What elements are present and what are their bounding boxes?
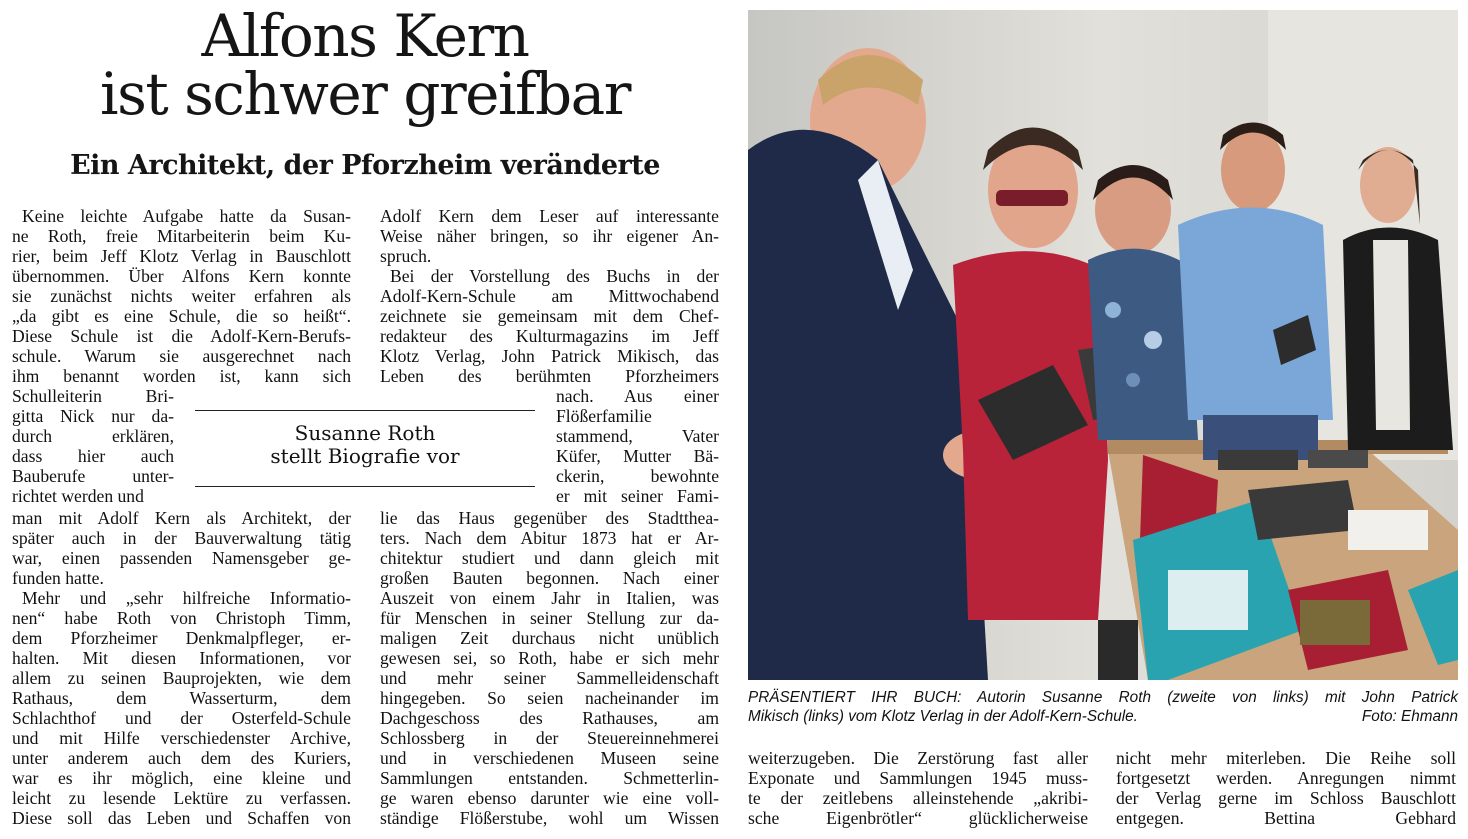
photo-credit: Foto: Ehmann [1361,708,1458,725]
text-line: später auch in der Bauverwaltung tätig [12,528,351,548]
text-line: ters. Nach dem Abitur 1873 hat er Ar- [380,528,719,548]
text-line: Schulleiterin Bri- [12,386,174,406]
text-line: Schlachthof und der Osterfeld-Schule [12,708,351,728]
text-line: Küfer, Mutter Bä- [556,446,719,466]
text-line: nicht mehr miterleben. Die Reihe soll [1116,748,1456,768]
column-2-top [380,206,719,386]
text-line: te der zeitlebens alleinstehende „akribi- [748,788,1088,808]
text-line: rier, beim Jeff Klotz Verlag in Bauschlott [12,246,351,266]
text-line: Adolf-Kern-Schule am Mittwochabend [380,286,719,306]
text-line: spruch. [380,246,432,266]
column-2-narrow [556,386,719,506]
text-line: ne Roth, freie Mitarbeiterin beim Ku- [12,226,351,246]
text-line: weiterzugeben. Die Zerstörung fast aller [748,748,1088,768]
text-line: nen“ habe Roth von Christoph Timm, [12,608,351,628]
text-line: für Menschen in seiner Stellung zur da- [380,608,719,628]
text-line: fortgesetzt werden. Anregungen nimmt [1116,768,1456,788]
column-1-bottom [12,508,351,828]
headline-line-1: Alfons Kern [201,2,529,70]
text-line: und in verschiedenen Museen seine [380,748,719,768]
headline-line-2: ist schwer greifbar [100,60,630,128]
text-line: sie zunächst nichts weiter erfahren als [12,286,351,306]
pullquote-rule-top [195,410,535,411]
column-1-top [12,206,351,386]
text-line: Bei der Vorstellung des Buchs in der [390,266,719,286]
text-line: funden hatte. [12,568,104,588]
text-line: durch erklären, [12,426,174,446]
text-line: ckerin, bewohnte [556,466,719,486]
text-line: war es ihr möglich, eine kleine und [12,768,351,788]
text-line: unter anderem auch dem des Kuriers, [12,748,351,768]
subheadline-block [10,150,720,182]
photo-caption [748,688,1458,726]
text-line: redakteur des Kulturmagazins im Jeff [380,326,719,346]
text-line: Exponate und Sammlungen 1945 muss- [748,768,1088,788]
text-line: Dachgeschoss des Rathauses, am [380,708,719,728]
text-line: Keine leichte Aufgabe hatte da Susan- [22,206,351,226]
text-line: entgegen. Bettina Gebhard [1116,808,1456,828]
pullquote-rule-bottom [195,486,535,487]
text-line: sche Eigenbrötler“ glücklicherweise [748,808,1088,828]
text-line: Sammlungen entstanden. Schmetterlin- [380,768,719,788]
text-line: Diese Schule ist die Adolf-Kern-Berufs- [12,326,351,346]
text-line: hingegeben. So seien nacheinander im [380,688,719,708]
text-line: und mit Hilfe verschiedenster Archive, [12,728,351,748]
column-2-bottom [380,508,719,828]
text-line: Diese soll das Leben und Schaffen von [12,808,351,828]
column-3 [748,748,1088,828]
pullquote-line-1: Susanne Roth [294,421,436,445]
article-photo [748,10,1458,680]
caption-text: Mikisch (links) vom Klotz Verlag in der Adolf-Kern-Schule. [748,708,1138,725]
text-line: Adolf Kern dem Leser auf interessante [380,206,719,226]
photo-illustration [748,10,1458,680]
text-line: zeichnete sie gemeinsam mit dem Chef- [380,306,719,326]
caption-line-1: PRÄSENTIERT IHR BUCH: Autorin Susanne Roth (zweite von links) mit John Patrick [748,689,1458,706]
headline [10,2,720,128]
text-line: gitta Nick nur da- [12,406,174,426]
text-line: man mit Adolf Kern als Architekt, der [12,508,351,528]
text-line: gewesen sei, so Roth, habe er sich mehr [380,648,719,668]
text-line: und mehr seiner Sammelleidenschaft [380,668,719,688]
text-line: Schlossberg in der Steuereinnehmerei [380,728,719,748]
column-4 [1116,748,1456,828]
pullquote [195,422,535,468]
text-line: er mit seiner Fami- [556,486,719,506]
text-line: dem Pforzheimer Denkmalpfleger, er- [12,628,351,648]
text-line: maligen Zeit durchaus nicht unüblich [380,628,719,648]
text-line: Klotz Verlag, John Patrick Mikisch, das [380,346,719,366]
text-line: war, einen passenden Namensgeber ge- [12,548,351,568]
text-line: richtet werden und [12,486,144,506]
subheadline: Ein Architekt, der Pforzheim veränderte [70,150,660,181]
text-line: schule. Warum sie ausgerechnet nach [12,346,351,366]
text-line: halten. Mit diesen Informationen, vor [12,648,351,668]
text-line: stammend, Vater [556,426,719,446]
text-line: lie das Haus gegenüber des Stadtthea- [380,508,719,528]
column-1-narrow [12,386,174,506]
pullquote-line-2: stellt Biografie vor [270,444,460,468]
text-line: dass hier auch [12,446,174,466]
text-line: „da gibt es eine Schule, die so heißt“. [12,306,351,326]
text-line: leicht zu lesende Lektüre zu verfassen. [12,788,351,808]
text-line: Rathaus, dem Wasserturm, dem [12,688,351,708]
text-line: nach. Aus einer [556,386,719,406]
text-line: ständige Flößerstube, wohl um Wissen [380,808,719,828]
text-line: allem zu seinen Bauprojekten, wie dem [12,668,351,688]
text-line: großen Bauten begonnen. Nach einer [380,568,719,588]
text-line: Mehr und „sehr hilfreiche Informatio- [22,588,351,608]
caption-line-2 [748,707,1458,726]
text-line: Bauberufe unter- [12,466,174,486]
text-line: chitektur studiert und dann gleich mit [380,548,719,568]
text-line: Weise näher bringen, so ihr eigener An- [380,226,719,246]
text-line: ihm benannt worden ist, kann sich [12,366,351,386]
text-line: Auszeit von einem Jahr in Italien, was [380,588,719,608]
text-line: Leben des berühmten Pforzheimers [380,366,719,386]
text-line: Flößerfamilie [556,406,652,426]
text-line: ge waren ebenso darunter wie eine voll- [380,788,719,808]
text-line: der Verlag gerne im Schloss Bauschlott [1116,788,1456,808]
text-line: übernommen. Über Alfons Kern konnte [12,266,351,286]
